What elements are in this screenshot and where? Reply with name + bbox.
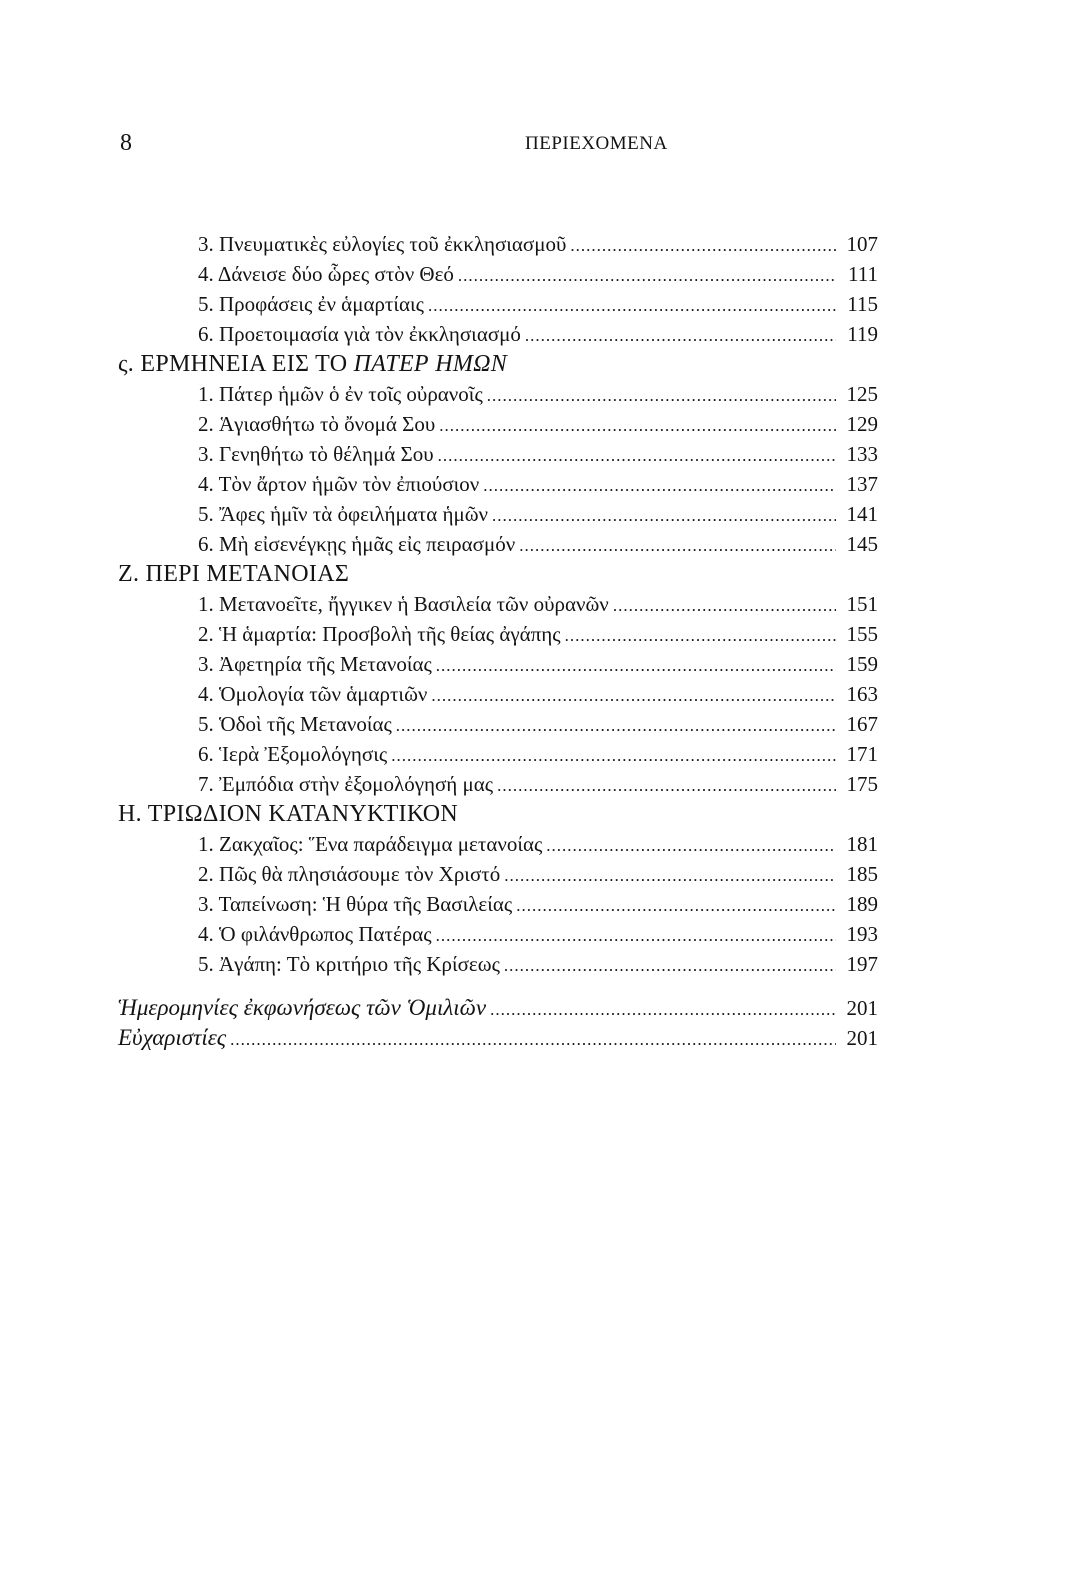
toc-entry — [118, 769, 878, 799]
toc-entry — [118, 919, 878, 949]
toc-entry-page: 129 — [846, 412, 878, 436]
dot-leader — [428, 291, 836, 321]
backmatter-label: Εὐχαριστίες — [118, 1025, 227, 1050]
toc-entry-label: 6. Ἱερὰ Ἐξομολόγησις — [198, 742, 388, 766]
toc-entry-label: 3. Γενηθήτω τὸ θέλημά Σου — [198, 442, 434, 466]
section-heading — [118, 799, 878, 829]
backmatter-page: 201 — [846, 1026, 878, 1050]
toc-entry — [118, 409, 878, 439]
dot-leader — [458, 261, 836, 291]
dot-leader — [438, 441, 836, 471]
toc-entry — [118, 619, 878, 649]
dot-leader — [570, 231, 836, 261]
toc-entry — [118, 229, 878, 259]
toc-entry-page: 175 — [846, 772, 878, 796]
toc-entry-label: 7. Ἐμπόδια στὴν ἐξομολόγησή μας — [198, 772, 494, 796]
toc-entry-page: 185 — [846, 862, 878, 886]
dot-leader — [436, 651, 836, 681]
toc-entry — [118, 949, 878, 979]
toc-entry — [118, 709, 878, 739]
dot-leader — [492, 501, 836, 531]
section-heading-text: ς. ΕΡΜΗΝΕΙΑ ΕΙΣ ΤΟ — [118, 351, 354, 377]
toc-entry-label: 4. Δάνεισε δύο ὧρες στὸν Θεό — [198, 262, 454, 286]
toc-entry — [118, 649, 878, 679]
toc-entry-label: 4. Ὁ φιλάνθρωπος Πατέρας — [198, 922, 432, 946]
dot-leader — [504, 951, 836, 981]
dot-leader — [230, 1025, 836, 1055]
toc-entry-label: 3. Ταπείνωση: Ἡ θύρα τῆς Βασιλείας — [198, 892, 513, 916]
toc-entry-label: 2. Ἁγιασθήτω τὸ ὄνομά Σου — [198, 412, 436, 436]
toc-entry — [118, 829, 878, 859]
toc-entry — [118, 889, 878, 919]
toc-entry — [118, 259, 878, 289]
toc-entry-page: 193 — [846, 922, 878, 946]
toc-entry-label: 5. Προφάσεις ἐν ἁμαρτίαις — [198, 292, 424, 316]
toc-entry-label: 2. Πῶς θὰ πλησιάσουμε τὸν Χριστό — [198, 862, 501, 886]
dot-leader — [487, 381, 836, 411]
toc-entry-label: 6. Μὴ εἰσενέγκῃς ἡμᾶς εἰς πειρασμόν — [198, 532, 516, 556]
toc-entry-page: 111 — [848, 262, 878, 286]
toc-entry-page: 119 — [847, 322, 878, 346]
toc-entry-page: 181 — [846, 832, 878, 856]
toc-entry — [118, 469, 878, 499]
toc-entry-label: 4. Τὸν ἄρτον ἡμῶν τὸν ἐπιούσιον — [198, 472, 480, 496]
dot-leader — [516, 891, 836, 921]
section-heading — [118, 559, 878, 589]
toc-entry-page: 151 — [846, 592, 878, 616]
dot-leader — [525, 321, 836, 351]
toc-entry-page: 155 — [846, 622, 878, 646]
toc-entry — [118, 739, 878, 769]
dot-leader — [497, 771, 836, 801]
toc-entry — [118, 589, 878, 619]
toc-entry-label: 5. Ἄφες ἡμῖν τὰ ὀφειλήματα ἡμῶν — [198, 502, 489, 526]
dot-leader — [565, 621, 836, 651]
dot-leader — [396, 711, 836, 741]
toc-entry-label: 5. Ὁδοὶ τῆς Μετανοίας — [198, 712, 392, 736]
toc-entry-label: 3. Ἀφετηρία τῆς Μετανοίας — [198, 652, 432, 676]
toc-entry-page: 163 — [846, 682, 878, 706]
dot-leader — [504, 861, 836, 891]
backmatter — [118, 993, 878, 1053]
toc-entry — [118, 859, 878, 889]
backmatter-label: Ἡμερομηνίες ἐκφωνήσεως τῶν Ὁμιλιῶν — [118, 995, 487, 1020]
toc-entry-label: 4. Ὁμολογία τῶν ἁμαρτιῶν — [198, 682, 428, 706]
section-heading-text: Ζ. ΠΕΡΙ ΜΕΤΑΝΟΙΑΣ — [118, 561, 350, 587]
toc-entry — [118, 379, 878, 409]
dot-leader — [546, 831, 836, 861]
dot-leader — [391, 741, 836, 771]
toc-entry-label: 3. Πνευματικὲς εὐλογίες τοῦ ἐκκλησιασμοῦ — [198, 232, 567, 256]
dot-leader — [431, 681, 836, 711]
toc-entry-label: 1. Μετανοεῖτε, ἤγγικεν ἡ Βασιλεία τῶν οὐρανῶν — [198, 592, 609, 616]
toc-entry-page: 167 — [846, 712, 878, 736]
toc-entry-label: 2. Ἡ ἁμαρτία: Προσβολὴ τῆς θείας ἀγάπης — [198, 622, 561, 646]
dot-leader — [613, 591, 836, 621]
dot-leader — [519, 531, 836, 561]
toc-entry-page: 145 — [846, 532, 878, 556]
dot-leader — [490, 995, 836, 1025]
page-number: 8 — [120, 130, 132, 156]
backmatter-page: 201 — [846, 996, 878, 1020]
toc-entry — [118, 319, 878, 349]
table-of-contents — [118, 229, 878, 1053]
toc-entry-label: 6. Προετοιμασία γιὰ τὸν ἐκκλησιασμό — [198, 322, 521, 346]
toc-entry — [118, 289, 878, 319]
toc-entry-label: 5. Ἀγάπη: Τὸ κριτήριο τῆς Κρίσεως — [198, 952, 500, 976]
toc-entry-page: 107 — [846, 232, 878, 256]
toc-entry-page: 133 — [846, 442, 878, 466]
section-heading — [118, 349, 878, 379]
toc-entry-page: 137 — [846, 472, 878, 496]
dot-leader — [483, 471, 836, 501]
toc-entry-label: 1. Πάτερ ἡμῶν ὁ ἐν τοῖς οὐρανοῖς — [198, 382, 483, 406]
toc-entry — [118, 499, 878, 529]
toc-entry — [118, 529, 878, 559]
toc-entry — [118, 679, 878, 709]
dot-leader — [439, 411, 836, 441]
toc-entry — [118, 439, 878, 469]
toc-entry-page: 197 — [846, 952, 878, 976]
section-heading-text: Η. ΤΡΙΩΔΙΟΝ ΚΑΤΑΝΥΚΤΙΚΟΝ — [118, 801, 459, 827]
toc-entry-page: 115 — [847, 292, 878, 316]
dot-leader — [436, 921, 836, 951]
toc-entry-page: 171 — [846, 742, 878, 766]
toc-entry-page: 141 — [846, 502, 878, 526]
toc-entry-label: 1. Ζακχαῖος: Ἕνα παράδειγμα μετανοίας — [198, 832, 543, 856]
backmatter-entry — [118, 993, 878, 1023]
toc-entry-page: 159 — [846, 652, 878, 676]
running-title: ΠΕΡΙΕΧΟΜΕΝΑ — [525, 133, 668, 154]
toc-entry-page: 125 — [846, 382, 878, 406]
toc-entry-page: 189 — [846, 892, 878, 916]
backmatter-entry — [118, 1023, 878, 1053]
section-heading-italic: ΠΑΤΕΡ ΗΜΩΝ — [353, 351, 508, 377]
page-header — [120, 130, 880, 160]
